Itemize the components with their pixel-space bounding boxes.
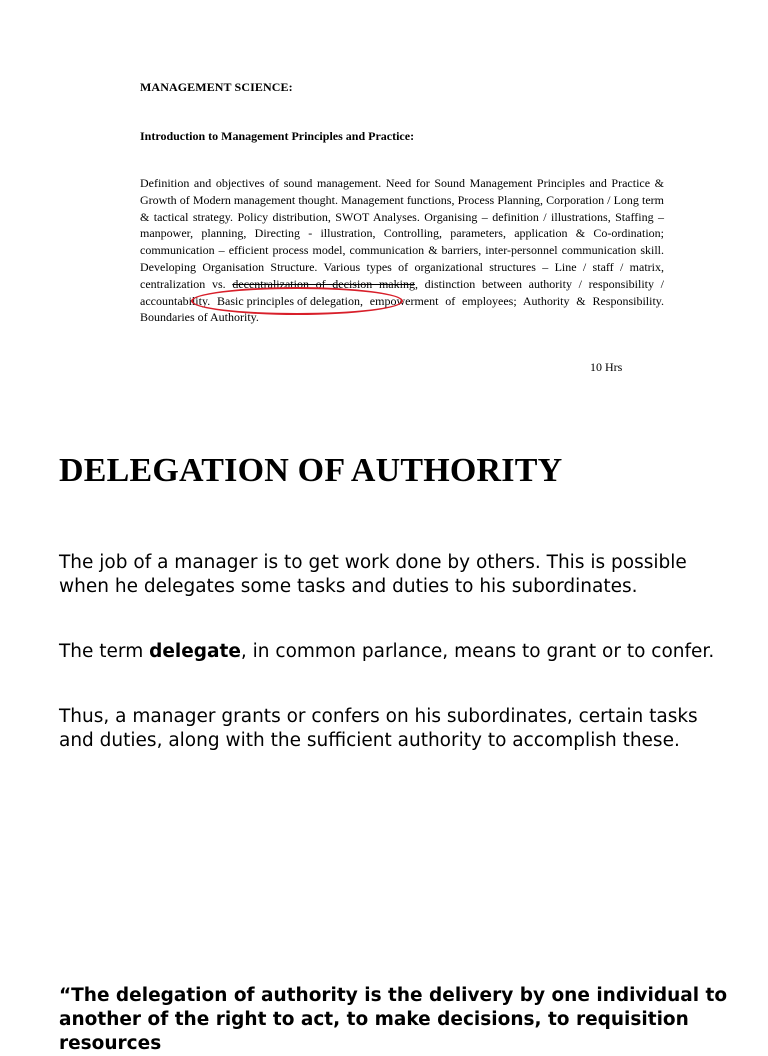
syllabus-subtitle: Introduction to Management Principles and Practice: — [140, 129, 415, 143]
definition-quote: “The delegation of authority is the delivery by one individual to another of the right to act, to make decisions, to requisition resources — [59, 985, 728, 1054]
syllabus-text: Definition and objectives of sound management. Need for Sound Management Principles and Practice & Growth of Modern management thought. Management functions, Process Planning, Corporation / Long term & tactical strategy. Policy distribution, SWOT Analyses. Organising – definition / illustrations, Staffing – manpower, planning, Directing - illustration, Controlling, parameters, application & Co-ordination; communication – efficient process model, communication & barriers, inter-personnel communication skill. Developing Organisation Structure. Various types of organizational structures – Line / staff / matrix, centralization vs. — [140, 176, 664, 291]
paragraph-delegate-term — [59, 640, 719, 664]
syllabus-title: MANAGEMENT SCIENCE: — [140, 80, 293, 94]
syllabus-text: , distinction between authority / responsibility / accountability. — [140, 276, 665, 308]
bold-term: delegate — [149, 641, 241, 662]
syllabus-text: , empowerment of employees; Authority & Responsibility. Boundaries of Authority. — [140, 293, 665, 325]
syllabus-excerpt — [140, 80, 664, 326]
paragraph-grants: Thus, a manager grants or confers on his subordinates, certain tasks and duties, along with the sufficient authority to accomplish these. — [59, 706, 698, 751]
paragraph-text: , in common parlance, means to grant or to confer. — [240, 641, 715, 662]
circled-text: Basic principles of delegation — [217, 293, 360, 308]
paragraph-text: The term — [59, 641, 150, 662]
page-heading: DELEGATION OF AUTHORITY — [59, 452, 563, 489]
struck-text: decentralization of decision making — [232, 276, 415, 291]
circled-phrase — [217, 293, 360, 310]
syllabus-body — [140, 175, 664, 326]
syllabus-hours: 10 Hrs — [590, 360, 623, 374]
paragraph-manager-job: The job of a manager is to get work done by others. This is possible when he delegates some tasks and duties to his subordinates. — [59, 552, 687, 597]
